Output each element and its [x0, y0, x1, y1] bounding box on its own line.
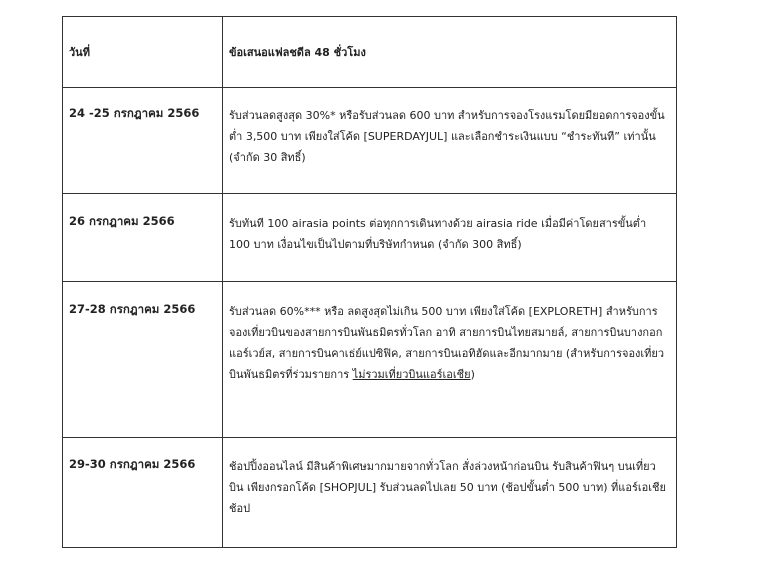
table-row: [63, 282, 677, 438]
table-row: [63, 194, 677, 282]
row-date: 27-28 กรกฎาคม 2566: [63, 282, 223, 438]
header-offer: ข้อเสนอแฟลชดีล 48 ชั่วโมง: [223, 17, 677, 88]
row-offer: ช้อปปิ้งออนไลน์ มีสินค้าพิเศษมากมายจากทั่วโลก สั่งล่วงหน้าก่อนบิน รับสินค้าฟินๆ บนเที่ยวบิน เพียงกรอกโค้ด [SHOPJUL] รับส่วนลดไปเลย 50 บาท (ช้อปขั้นต่ำ 500 บาท) ที่แอร์เอเชีย ช้อป: [223, 438, 677, 548]
header-date: วันที่: [63, 17, 223, 88]
table-row: [63, 88, 677, 194]
row-offer: รับส่วนลด 60%*** หรือ ลดสูงสุดไม่เกิน 500 บาท เพียงใส่โค้ด [EXPLORETH] สำหรับการจองเที่ยวบินของสายการบินพันธมิตรทั่วโลก อาทิ สายการบินไทยสมายล์, สายการบินบางกอกแอร์เวย์ส, สายการบินคาเธ่ย์แปซิฟิค, สายการบินเอทิฮัดและอีกมากมาย (สำหรับการจองเที่ยวบินพันธมิตรที่ร่วมรายการ: [229, 305, 665, 381]
table-header-row: [63, 17, 677, 88]
excluded-airasia-link[interactable]: ไม่รวมเที่ยวบินแอร์เอเชีย: [352, 368, 471, 381]
row-date: 24 -25 กรกฎาคม 2566: [63, 88, 223, 194]
flash-deal-table: [62, 16, 677, 548]
row-offer-cell: [223, 282, 677, 438]
row-date: 29-30 กรกฎาคม 2566: [63, 438, 223, 548]
row-offer-end: ): [470, 368, 475, 381]
row-offer: รับส่วนลดสูงสุด 30%* หรือรับส่วนลด 600 บาท สำหรับการจองโรงแรมโดยมียอดการจองขั้นต่ำ 3,500 บาท เพียงใส่โค้ด [SUPERDAYJUL] และเลือกชำระเงินแบบ “ชำระทันที” เท่านั้น (จำกัด 30 สิทธิ์): [223, 88, 677, 194]
table-row: [63, 438, 677, 548]
row-date: 26 กรกฎาคม 2566: [63, 194, 223, 282]
row-offer: รับทันที 100 airasia points ต่อทุกการเดินทางด้วย airasia ride เมื่อมีค่าโดยสารขั้นต่ำ 100 บาท เงื่อนไขเป็นไปตามที่บริษัทกำหนด (จำกัด 300 สิทธิ์): [223, 194, 677, 282]
